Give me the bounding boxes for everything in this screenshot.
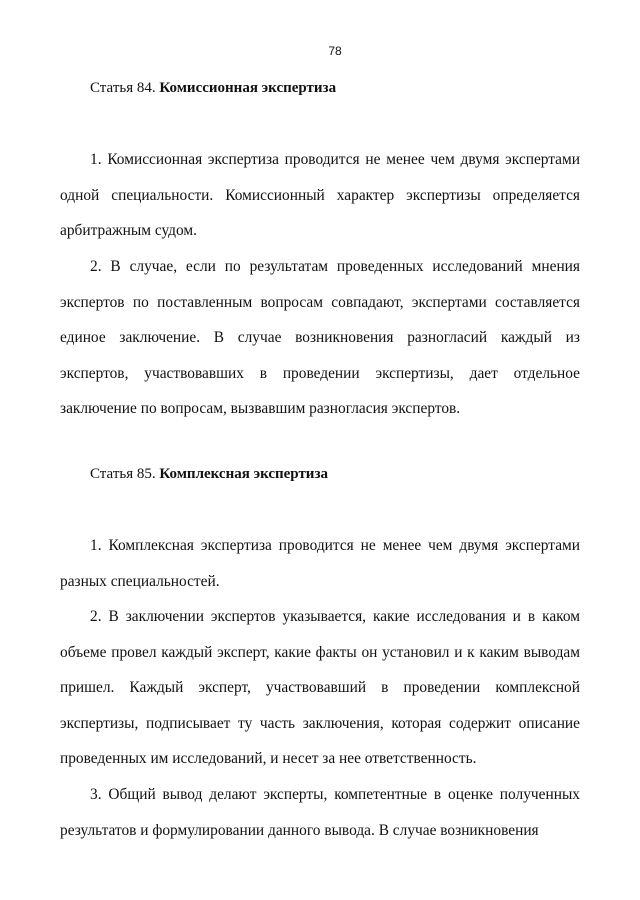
article-85-title: Комплексная экспертиза — [159, 466, 328, 482]
article-85-paragraph-2: 2. В заключении экспертов указывается, какие исследования и в каком объеме провел каждый эксперт, какие факты он установил и к каким выводам пришел. Каждый эксперт, участвовавший в проведении комплексной экспертизы, подписывает ту часть заключения, которая содержит описание проведенных им исследований, и несет за нее ответственность. — [60, 608, 580, 768]
article-84-title: Комиссионная экспертиза — [159, 80, 337, 96]
article-85-heading — [90, 464, 328, 484]
article-84-heading — [90, 78, 336, 98]
article-84-paragraph-2: 2. В случае, если по результатам проведенных исследований мнения экспертов по поставленным вопросам совпадают, экспертами составляется единое заключение. В случае возникновения разногласий каждый из экспертов, участвовавших в проведении экспертизы, дает отдельное заключение по вопросам, вызвавшим разногласия экспертов. — [60, 258, 580, 418]
page-number: 78 — [328, 44, 342, 58]
article-85-prefix: Статья 85. — [90, 466, 160, 482]
article-85-paragraph-1: 1. Комплексная экспертиза проводится не менее чем двумя экспертами разных специальностей. — [60, 537, 580, 590]
article-84-prefix: Статья 84. — [90, 80, 160, 96]
article-84-paragraph-1: 1. Комиссионная экспертиза проводится не менее чем двумя экспертами одной специальности. Комиссионный характер экспертизы определяется арбитражным судом. — [60, 151, 580, 240]
article-85-paragraph-3: 3. Общий вывод делают эксперты, компетентные в оценке полученных результатов и формулировании данного вывода. В случае возникновения — [60, 786, 580, 839]
